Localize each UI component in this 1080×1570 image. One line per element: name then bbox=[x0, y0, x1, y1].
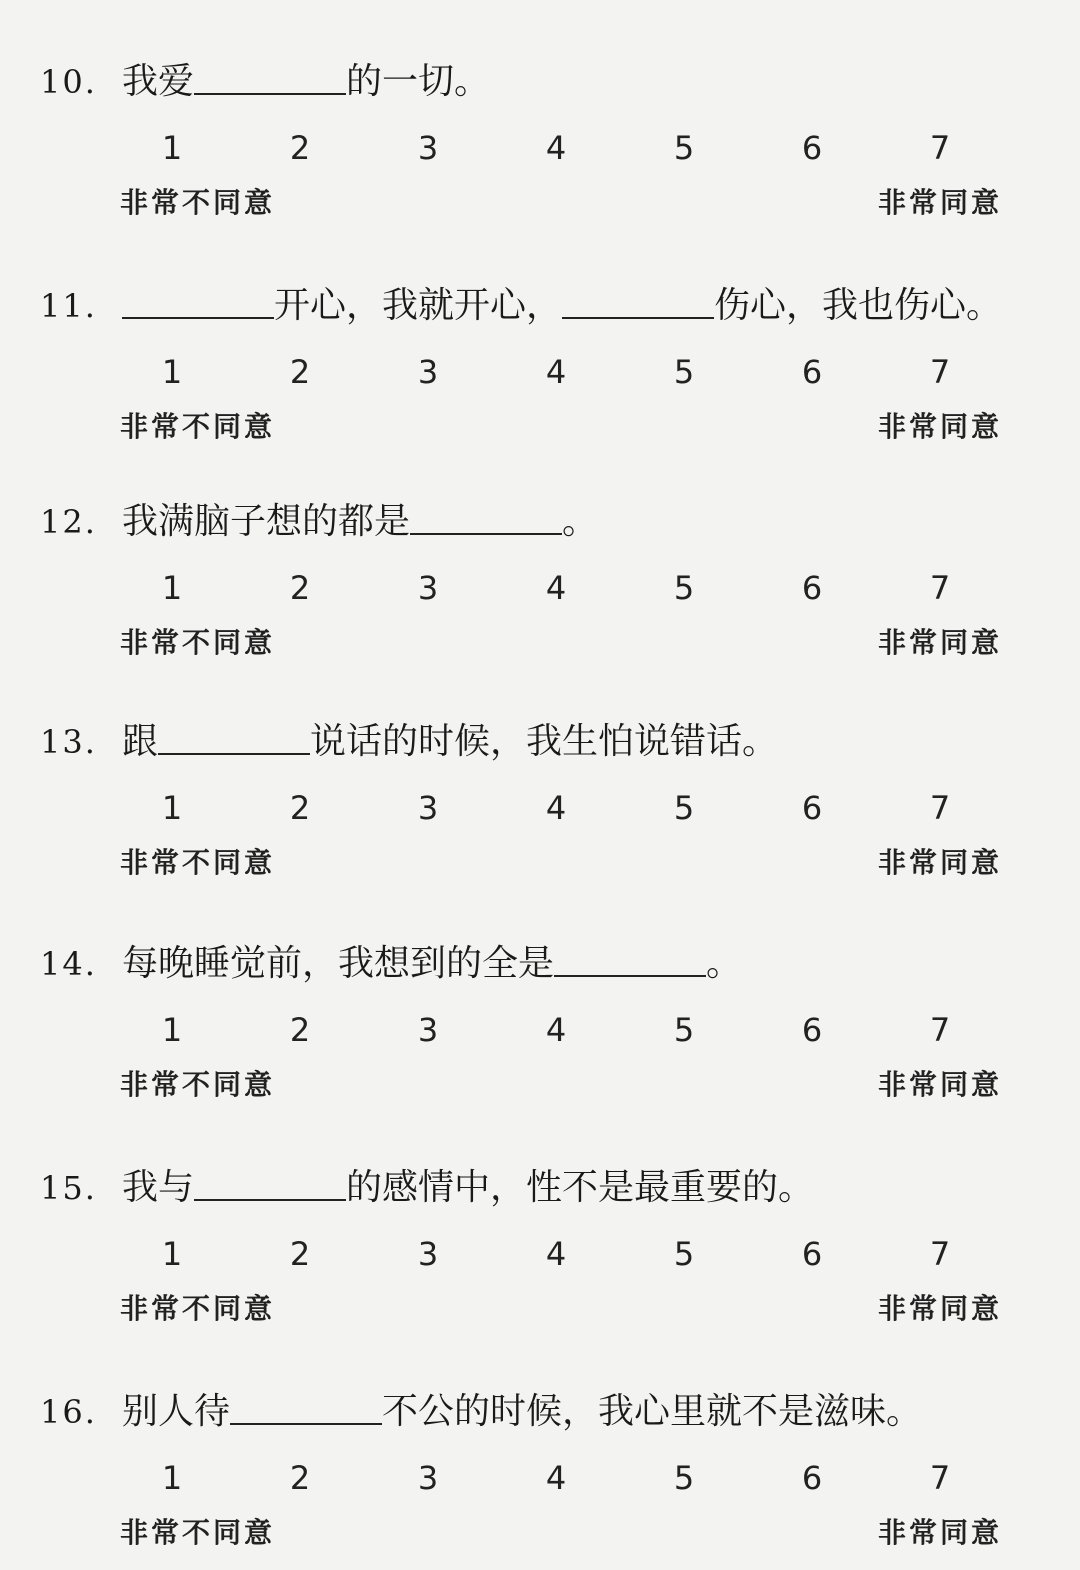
strongly-agree-label: 非常同意 bbox=[878, 1068, 1003, 1101]
question-text bbox=[40, 1166, 814, 1210]
answer-blank[interactable] bbox=[230, 1393, 382, 1425]
strongly-disagree-label: 非常不同意 bbox=[120, 1292, 276, 1325]
question-text-part: 。 bbox=[706, 943, 743, 984]
question-text-part: 每晚睡觉前，我想到的全是 bbox=[122, 943, 555, 984]
scale-option-6[interactable]: 6 bbox=[801, 1235, 823, 1273]
question-text bbox=[40, 60, 490, 104]
question-16 bbox=[0, 1350, 1080, 1570]
scale-option-2[interactable]: 2 bbox=[289, 1235, 311, 1273]
strongly-disagree-label: 非常不同意 bbox=[120, 626, 276, 659]
scale-option-1[interactable]: 1 bbox=[161, 569, 183, 607]
question-11 bbox=[0, 244, 1080, 464]
scale-option-3[interactable]: 3 bbox=[417, 129, 439, 167]
scale-option-5[interactable]: 5 bbox=[673, 129, 695, 167]
scale-option-5[interactable]: 5 bbox=[673, 789, 695, 827]
question-10 bbox=[0, 20, 1080, 240]
scale-option-7[interactable]: 7 bbox=[929, 129, 951, 167]
scale-option-7[interactable]: 7 bbox=[929, 1459, 951, 1497]
scale-option-4[interactable]: 4 bbox=[545, 1459, 567, 1497]
scale-option-3[interactable]: 3 bbox=[417, 1235, 439, 1273]
scale-option-6[interactable]: 6 bbox=[801, 569, 823, 607]
strongly-agree-label: 非常同意 bbox=[878, 410, 1003, 443]
question-text-part: 。 bbox=[562, 501, 599, 542]
scale-option-6[interactable]: 6 bbox=[801, 1011, 823, 1049]
question-14 bbox=[0, 902, 1080, 1122]
scale-option-5[interactable]: 5 bbox=[673, 569, 695, 607]
scale-option-6[interactable]: 6 bbox=[801, 1459, 823, 1497]
scale-option-3[interactable]: 3 bbox=[417, 1459, 439, 1497]
question-text-part: 别人待 bbox=[122, 1391, 231, 1432]
question-text-part: 我爱 bbox=[122, 61, 195, 102]
strongly-agree-label: 非常同意 bbox=[878, 1516, 1003, 1549]
question-text bbox=[40, 942, 742, 986]
question-text-part: 开心，我就开心， bbox=[274, 285, 563, 326]
scale-option-3[interactable]: 3 bbox=[417, 1011, 439, 1049]
question-number: 16. bbox=[40, 1393, 97, 1431]
question-13 bbox=[0, 680, 1080, 900]
scale-option-2[interactable]: 2 bbox=[289, 129, 311, 167]
question-text-part: 我与 bbox=[122, 1167, 195, 1208]
scale-option-3[interactable]: 3 bbox=[417, 353, 439, 391]
scale-option-4[interactable]: 4 bbox=[545, 129, 567, 167]
answer-blank[interactable] bbox=[410, 503, 562, 535]
scale-option-7[interactable]: 7 bbox=[929, 1235, 951, 1273]
rating-scale bbox=[0, 1235, 1080, 1325]
strongly-agree-label: 非常同意 bbox=[878, 846, 1003, 879]
strongly-disagree-label: 非常不同意 bbox=[120, 846, 276, 879]
scale-option-2[interactable]: 2 bbox=[289, 1011, 311, 1049]
scale-option-2[interactable]: 2 bbox=[289, 1459, 311, 1497]
question-text bbox=[40, 720, 778, 764]
answer-blank[interactable] bbox=[554, 945, 706, 977]
question-text-part: 说话的时候，我生怕说错话。 bbox=[310, 721, 779, 762]
strongly-disagree-label: 非常不同意 bbox=[120, 1516, 276, 1549]
question-text-part: 伤心，我也伤心。 bbox=[714, 285, 1003, 326]
rating-scale bbox=[0, 569, 1080, 659]
scale-option-7[interactable]: 7 bbox=[929, 569, 951, 607]
scale-option-6[interactable]: 6 bbox=[801, 129, 823, 167]
question-text-part: 跟 bbox=[122, 721, 159, 762]
question-text-part: 我满脑子想的都是 bbox=[122, 501, 411, 542]
question-number: 13. bbox=[40, 723, 97, 761]
scale-option-1[interactable]: 1 bbox=[161, 129, 183, 167]
answer-blank[interactable] bbox=[562, 287, 714, 319]
scale-option-2[interactable]: 2 bbox=[289, 353, 311, 391]
scale-option-1[interactable]: 1 bbox=[161, 789, 183, 827]
strongly-disagree-label: 非常不同意 bbox=[120, 1068, 276, 1101]
scale-option-1[interactable]: 1 bbox=[161, 1459, 183, 1497]
scale-option-2[interactable]: 2 bbox=[289, 569, 311, 607]
strongly-agree-label: 非常同意 bbox=[878, 626, 1003, 659]
question-text-part: 的感情中，性不是最重要的。 bbox=[346, 1167, 815, 1208]
question-number: 11. bbox=[40, 287, 97, 325]
rating-scale bbox=[0, 353, 1080, 443]
rating-scale bbox=[0, 1011, 1080, 1101]
question-text bbox=[40, 284, 1002, 328]
rating-scale bbox=[0, 1459, 1080, 1549]
strongly-disagree-label: 非常不同意 bbox=[120, 410, 276, 443]
scale-option-4[interactable]: 4 bbox=[545, 1011, 567, 1049]
question-number: 12. bbox=[40, 503, 97, 541]
question-text bbox=[40, 1390, 922, 1434]
scale-option-7[interactable]: 7 bbox=[929, 789, 951, 827]
scale-option-3[interactable]: 3 bbox=[417, 569, 439, 607]
scale-option-1[interactable]: 1 bbox=[161, 1011, 183, 1049]
scale-option-1[interactable]: 1 bbox=[161, 353, 183, 391]
question-text-part: 不公的时候，我心里就不是滋味。 bbox=[382, 1391, 923, 1432]
answer-blank[interactable] bbox=[158, 723, 310, 755]
scale-option-6[interactable]: 6 bbox=[801, 789, 823, 827]
question-text-part: 的一切。 bbox=[346, 61, 491, 102]
scale-option-4[interactable]: 4 bbox=[545, 569, 567, 607]
scale-option-5[interactable]: 5 bbox=[673, 1011, 695, 1049]
rating-scale bbox=[0, 789, 1080, 879]
scale-option-1[interactable]: 1 bbox=[161, 1235, 183, 1273]
scale-option-5[interactable]: 5 bbox=[673, 1235, 695, 1273]
scale-option-4[interactable]: 4 bbox=[545, 1235, 567, 1273]
scale-option-5[interactable]: 5 bbox=[673, 353, 695, 391]
question-text bbox=[40, 500, 598, 544]
rating-scale bbox=[0, 129, 1080, 219]
scale-option-4[interactable]: 4 bbox=[545, 789, 567, 827]
question-15 bbox=[0, 1126, 1080, 1346]
scale-option-3[interactable]: 3 bbox=[417, 789, 439, 827]
answer-blank[interactable] bbox=[194, 1169, 346, 1201]
scale-option-5[interactable]: 5 bbox=[673, 1459, 695, 1497]
scale-option-2[interactable]: 2 bbox=[289, 789, 311, 827]
strongly-agree-label: 非常同意 bbox=[878, 1292, 1003, 1325]
answer-blank[interactable] bbox=[122, 287, 274, 319]
question-number: 10. bbox=[40, 63, 97, 101]
question-12 bbox=[0, 460, 1080, 680]
answer-blank[interactable] bbox=[194, 63, 346, 95]
question-number: 15. bbox=[40, 1169, 97, 1207]
scale-option-4[interactable]: 4 bbox=[545, 353, 567, 391]
strongly-disagree-label: 非常不同意 bbox=[120, 186, 276, 219]
strongly-agree-label: 非常同意 bbox=[878, 186, 1003, 219]
question-number: 14. bbox=[40, 945, 97, 983]
scale-option-6[interactable]: 6 bbox=[801, 353, 823, 391]
scale-option-7[interactable]: 7 bbox=[929, 353, 951, 391]
scale-option-7[interactable]: 7 bbox=[929, 1011, 951, 1049]
